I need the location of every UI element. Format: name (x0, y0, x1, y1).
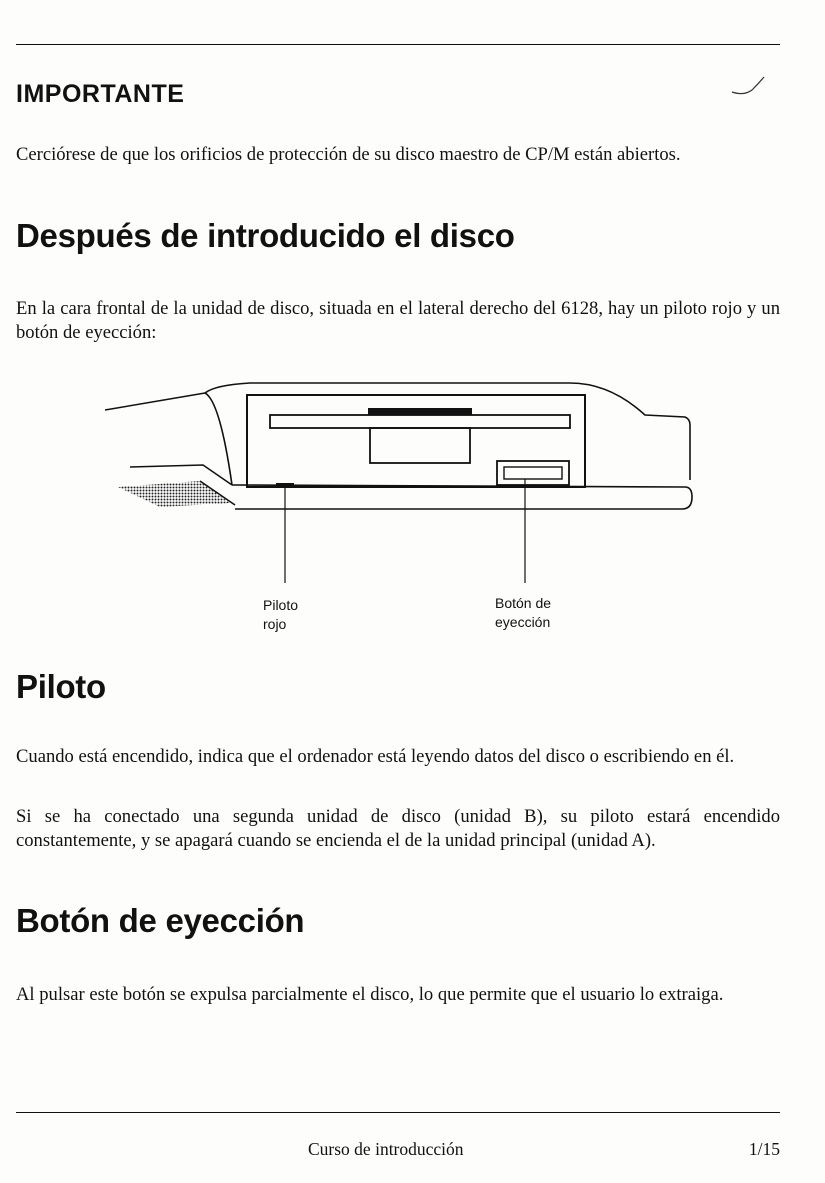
section-heading-after-disk: Después de introducido el disco (16, 217, 515, 254)
led-paragraph-1: Cuando está encendido, indica que el ordenador está leyendo datos del disco o escribiendo en él. (16, 746, 735, 767)
led-paragraph-2: Si se ha conectado una segunda unidad de disco (unidad B), su piloto estará encendido constantemente, y se apagará cuando se encienda el de la unidad principal (unidad A). (16, 806, 780, 851)
led-label (263, 596, 298, 634)
section-disk-text: En la cara frontal de la unidad de disco, situada en el lateral derecho del 6128, hay un piloto rojo y un botón de eyección: (16, 298, 780, 343)
top-rule (16, 44, 780, 45)
footer-title: Curso de introducción (308, 1139, 464, 1159)
disk-drive-figure (100, 375, 700, 640)
handwritten-tick-mark (730, 74, 768, 98)
eject-label-line2: eyección (495, 614, 551, 630)
eject-paragraph: Al pulsar este botón se expulsa parcialmente el disco, lo que permite que el usuario lo extraiga. (16, 984, 724, 1005)
page-number: 1/15 (748, 1139, 780, 1159)
led-label-line2: rojo (263, 616, 287, 632)
section-heading-led: Piloto (16, 668, 106, 705)
eject-label-line1: Botón de (495, 595, 552, 611)
important-text: Cerciórese de que los orificios de protección de su disco maestro de CP/M están abiertos. (16, 144, 681, 165)
led-label-line1: Piloto (263, 597, 299, 613)
eject-button-label (495, 594, 551, 632)
important-heading: IMPORTANTE (16, 80, 185, 108)
section-heading-eject: Botón de eyección (16, 902, 305, 939)
bottom-rule (16, 1112, 780, 1113)
disk-drive-illustration (100, 375, 700, 640)
